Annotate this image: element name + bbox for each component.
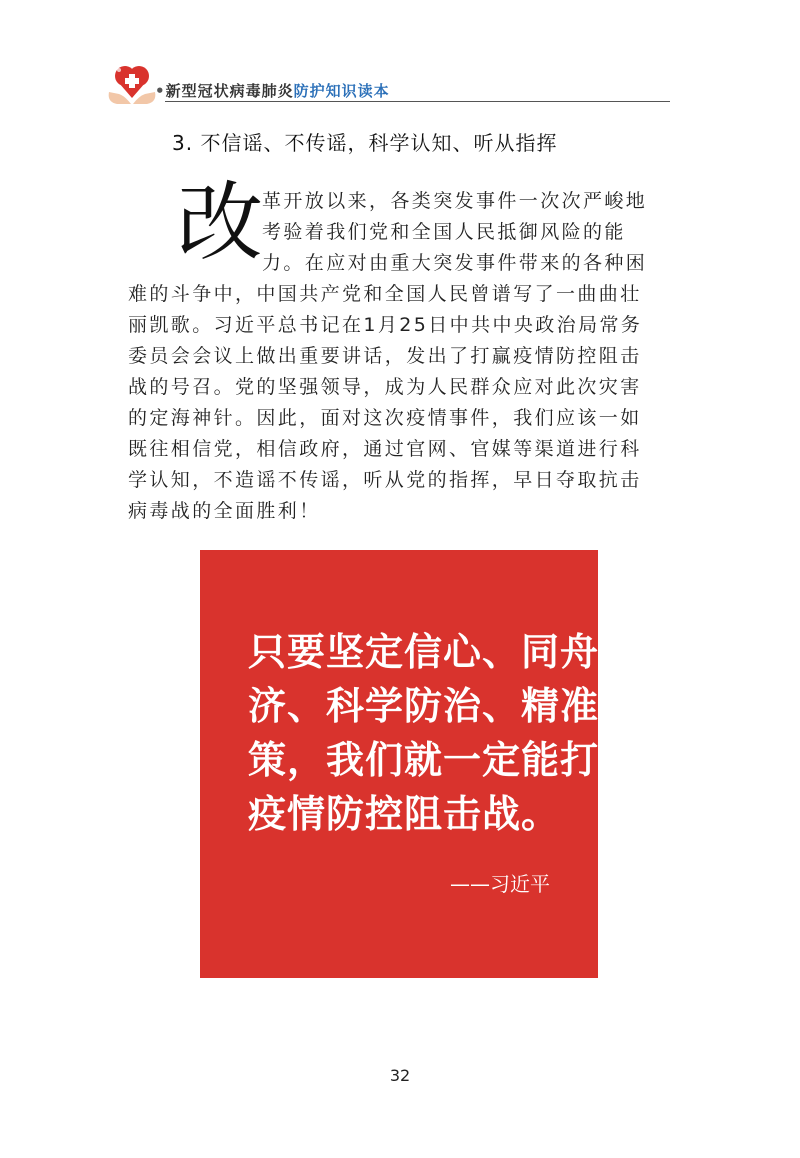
paragraph-line: 病毒战的全面胜利！ [128,500,321,522]
header-bullet: • [155,82,166,100]
header-title-accent: 防护知识读本 [293,82,390,100]
paragraph-line: 革开放以来，各类突发事件一次次严峻地 [262,190,648,212]
paragraph-line: 学认知，不造谣不传谣，听从党的指挥，早日夺取抗击 [128,469,642,491]
paragraph-line: 的定海神针。因此，面对这次疫情事件，我们应该一如 [128,407,642,429]
section-title: 3. 不信谣、不传谣，科学认知、听从指挥 [172,131,558,155]
page-number: 32 [389,1066,411,1085]
hands-heart-logo-icon [105,62,159,106]
quote-line: 济、科学防治、精准施 [248,684,639,728]
quote-line: 疫情防控阻击战。 [248,792,561,836]
paragraph-line: 难的斗争中，中国共产党和全国人民曾谱写了一曲曲壮 [128,283,642,305]
page-header [105,58,670,104]
paragraph-line: 丽凯歌。习近平总书记在1月25日中共中央政治局常务 [128,314,643,336]
header-rule [165,101,670,102]
header-title [155,80,390,101]
quote-line: 只要坚定信心、同舟共 [248,630,639,674]
paragraph-line: 战的号召。党的坚强领导，成为人民群众应对此次灾害 [128,376,642,398]
header-title-main: 新型冠状病毒肺炎 [165,82,294,100]
paragraph-line: 考验着我们党和全国人民抵御风险的能 [262,221,626,243]
paragraph-line: 委员会会议上做出重要讲话，发出了打赢疫情防控阻击 [128,345,642,367]
paragraph-line: 既往相信党，相信政府，通过官网、官媒等渠道进行科 [128,438,642,460]
quote-author: ——习近平 [450,872,550,896]
paragraph-line: 力。在应对由重大突发事件带来的各种困 [262,252,648,274]
quote-card [200,550,639,978]
drop-cap: 改 [177,173,263,273]
quote-line: 策，我们就一定能打赢 [248,738,639,782]
